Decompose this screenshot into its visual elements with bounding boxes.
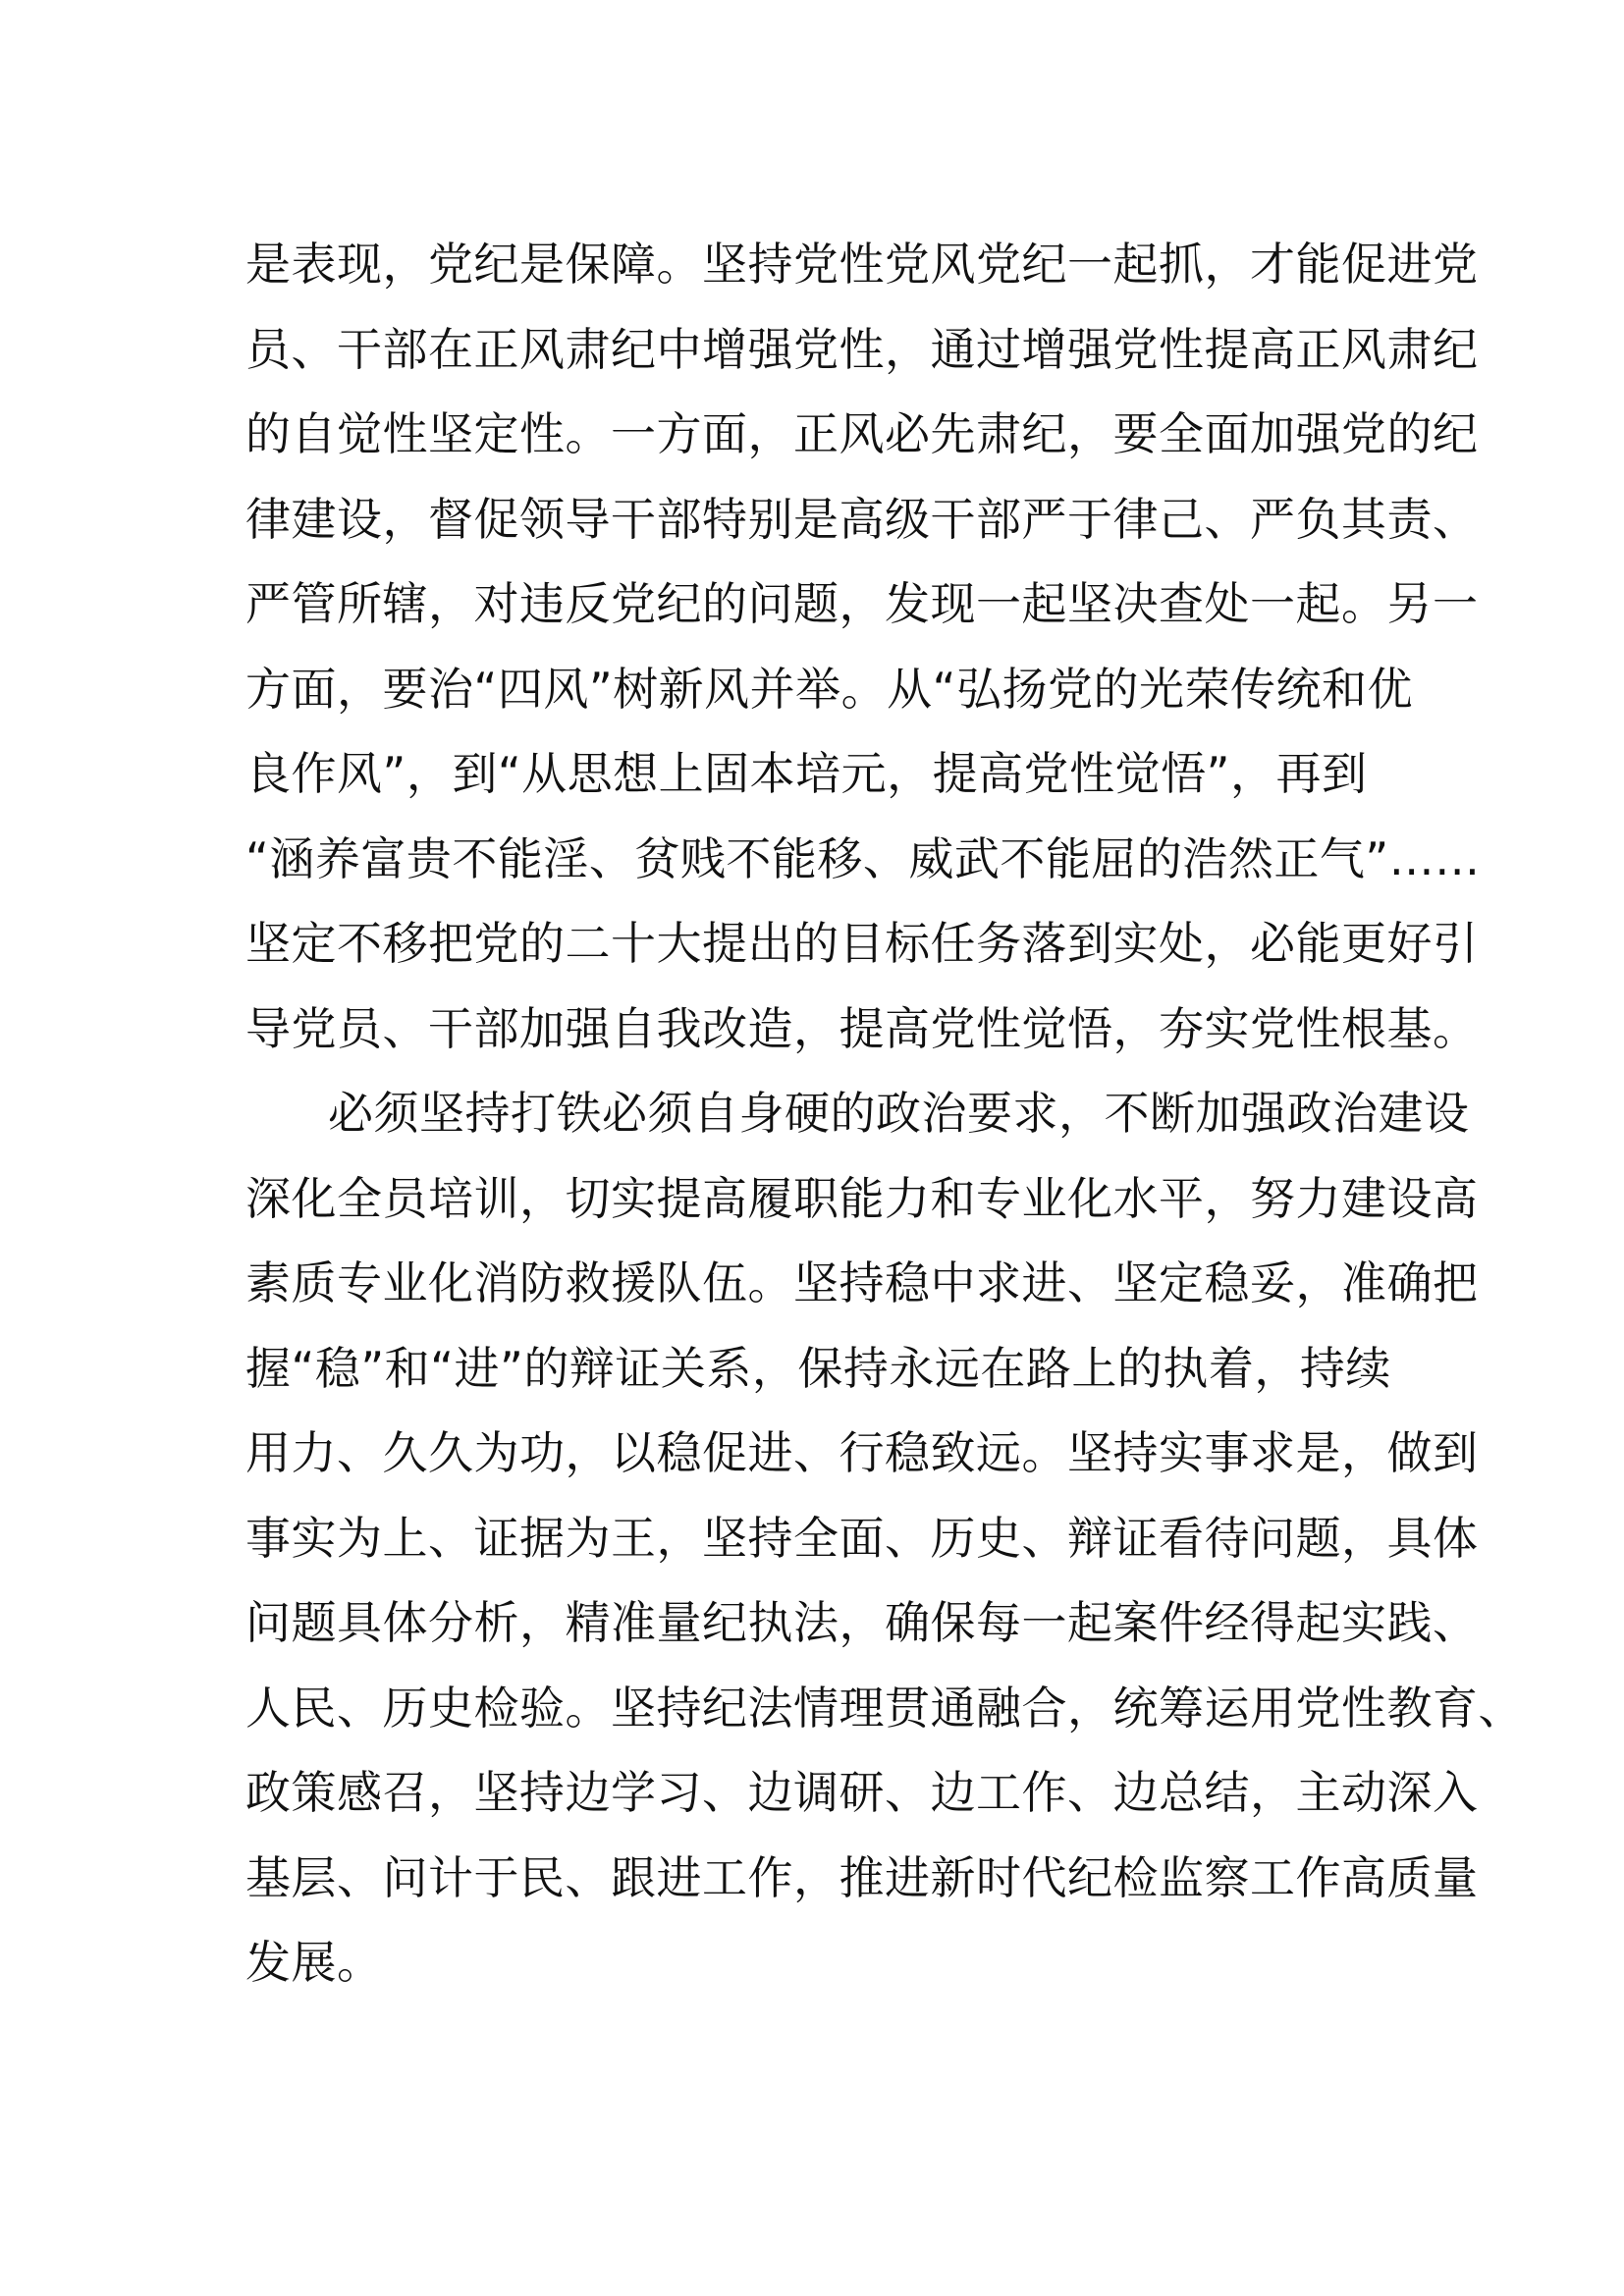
paragraph-line: 基层、问计于民、跟进工作，推进新时代纪检监察工作高质量 xyxy=(245,1850,1479,1904)
paragraph-line: 深化全员培训，切实提高履职能力和专业化水平，努力建设高 xyxy=(245,1171,1479,1225)
paragraph-line: 员、干部在正风肃纪中增强党性，通过增强党性提高正风肃纪 xyxy=(245,322,1479,376)
paragraph-line: 事实为上、证据为王，坚持全面、历史、辩证看待问题，具体 xyxy=(245,1511,1479,1565)
paragraph-line: “涵养富贵不能淫、贫贱不能移、威武不能屈的浩然正气”…… xyxy=(245,831,1481,885)
paragraph-line: 用力、久久为功，以稳促进、行稳致远。坚持实事求是，做到 xyxy=(245,1426,1479,1479)
paragraph-line: 政策感召，坚持边学习、边调研、边工作、边总结，主动深入 xyxy=(245,1766,1479,1819)
paragraph-line: 坚定不移把党的二十大提出的目标任务落到实处，必能更好引 xyxy=(245,917,1479,970)
paragraph-line: 发展。 xyxy=(245,1936,383,1989)
paragraph-line: 良作风”，到“从思想上固本培元，提高党性觉悟”，再到 xyxy=(245,747,1368,800)
paragraph-line: 握“稳”和“进”的辩证关系，保持永远在路上的执着，持续 xyxy=(245,1341,1391,1395)
paragraph-line: 律建设，督促领导干部特别是高级干部严于律己、严负其责、 xyxy=(245,492,1479,546)
paragraph-start-line: 必须坚持打铁必须自身硬的政治要求，不断加强政治建设 xyxy=(328,1087,1470,1140)
paragraph-line: 人民、历史检验。坚持纪法情理贯通融合，统筹运用党性教育、 xyxy=(245,1681,1524,1735)
paragraph-line: 素质专业化消防救援队伍。坚持稳中求进、坚定稳妥，准确把 xyxy=(245,1256,1479,1309)
paragraph-line: 的自觉性坚定性。一方面，正风必先肃纪，要全面加强党的纪 xyxy=(245,407,1479,460)
paragraph-line: 问题具体分析，精准量纪执法，确保每一起案件经得起实践、 xyxy=(245,1596,1479,1649)
paragraph-line: 方面，要治“四风”树新风并举。从“弘扬党的光荣传统和优 xyxy=(245,662,1413,716)
paragraph-line: 严管所辖，对违反党纪的问题，发现一起坚决查处一起。另一 xyxy=(245,577,1479,630)
paragraph-line: 是表现，党纪是保障。坚持党性党风党纪一起抓，才能促进党 xyxy=(245,238,1479,291)
body-text xyxy=(245,222,1524,2005)
paragraph-line: 导党员、干部加强自我改造，提高党性觉悟，夯实党性根基。 xyxy=(245,1001,1479,1055)
